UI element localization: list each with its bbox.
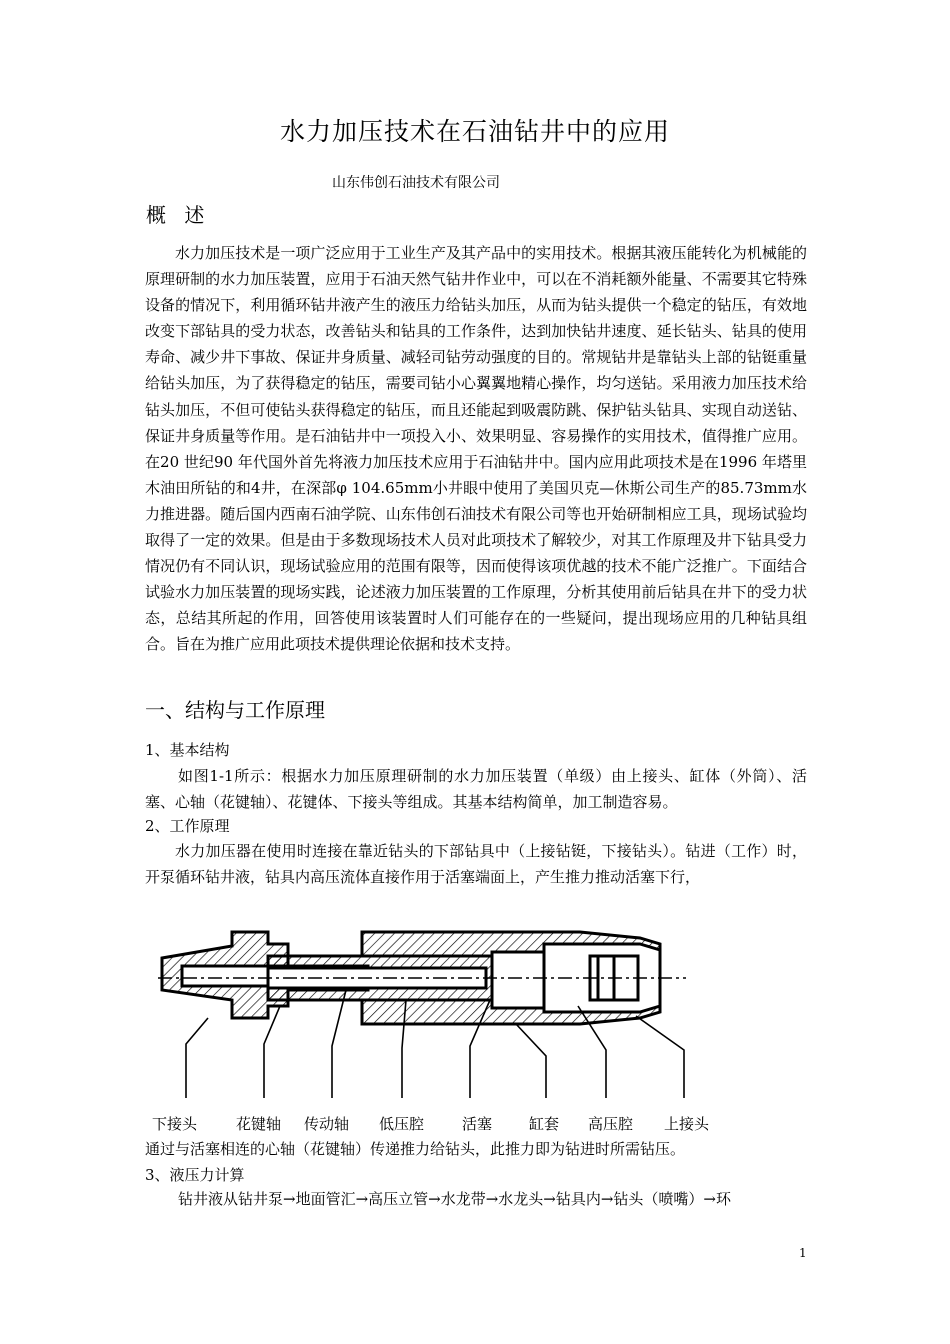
figure-label-transmission-shaft: 传动轴 (304, 1115, 350, 1133)
leader-spline-shaft (264, 1006, 280, 1098)
working-principle-paragraph: 水力加压器在使用时连接在靠近钻头的下部钻具中（上接钻铤，下接钻头）。钻进（工作）时，开泵循环钻井液，钻具内高压流体直接作用于活塞端面上，产生推力推动活塞下行， (145, 842, 807, 887)
page-number: 1 (799, 1246, 807, 1260)
overview-heading: 概 述 (146, 203, 211, 227)
overview-paragraph: 水力加压技术是一项广泛应用于工业生产及其产品中的实用技术。根据其液压能转化为机械能的原理研制的水力加压装置，应用于石油天然气钻井作业中，可以在不消耗额外能量、不需要其它特殊设备的情况下，利用循环钻井液产生的液压力给钻头加压，从而为钻头提供一个稳定的钻压，有效地改变下部钻具的受力状态，改善钻头和钻具的工作条件，达到加快钻井速度、延长钻头、钻具的使用寿命、减少井下事故、保证井身质量、减轻司钻劳动强度的目的。常规钻井是靠钻头上部的钻铤重量给钻头加压，为了获得稳定的钻压，需要司钻小心翼翼地精心操作，均匀送钻。采用液力加压技术给钻头加压，不但可使钻头获得稳定的钻压，而且还能起到吸震防跳、保护钻头钻具、实现自动送钻、保证井身质量等作用。是石油钻井中一项投入小、效果明显、容易操作的实用技术，值得推广应用。在20 世纪90 年代国外首先将液力加压技术应用于石油钻井中。国内应用此项技术是在1996 年塔里木油田所钻的和4井，在深部φ 104.65mm小井眼中使用了美国贝克—休斯公司生产的85.73mm水力推进器。随后国内西南石油学院、山东伟创石油技术有限公司等也开始研制相应工具，现场试验均取得了一定的效果。但是由于多数现场技术人员对此项技术了解较少，对其工作原理及井下钻具受力情况仍有不同认识，现场试验应用的范围有限等，因而使得该项优越的技术不能广泛推广。下面结合试验水力加压装置的现场实践，论述液力加压装置的工作原理，分析其使用前后钻具在井下的受力状态，总结其所起的作用，回答使用该装置时人们可能存在的一些疑问，提出现场应用的几种钻具组合。旨在为推广应用此项技术提供理论依据和技术支持。 (145, 244, 807, 654)
principle-continuation: 通过与活塞相连的心轴（花键轴）传递推力给钻头，此推力即为钻进时所需钻压。 (145, 1140, 686, 1158)
figure-label-piston: 活塞 (462, 1115, 493, 1133)
author-line: 山东伟创石油技术有限公司 (332, 175, 500, 191)
page-title: 水力加压技术在石油钻井中的应用 (279, 117, 670, 146)
figure-label-upper-joint: 上接头 (664, 1115, 710, 1133)
figure-label-lower-joint: 下接头 (152, 1115, 198, 1133)
basic-structure-paragraph: 如图1-1所示：根据水力加压原理研制的水力加压装置（单级）由上接头、缸体（外筒）、活塞、心轴（花键轴）、花键体、下接头等组成。其基本结构简单，加工制造容易。 (145, 767, 807, 812)
hydraulic-thruster-diagram (140, 920, 740, 1100)
sub1-heading: 1、基本结构 (145, 741, 230, 759)
sub3-heading: 3、液压力计算 (145, 1166, 245, 1184)
leader-transmission-shaft (332, 990, 346, 1098)
leader-cylinder-sleeve (516, 1024, 546, 1098)
section1-heading: 一、结构与工作原理 (145, 698, 325, 722)
hydraulic-force-paragraph: 钻井液从钻井泵→地面管汇→高压立管→水龙带→水龙头→钻具内→钻头（喷嘴）→环 (178, 1190, 731, 1208)
sub2-heading: 2、工作原理 (145, 817, 230, 835)
leader-upper-joint (636, 1016, 684, 1098)
leader-lower-joint (186, 1018, 208, 1098)
figure-label-cylinder-sleeve: 缸套 (529, 1115, 560, 1133)
figure-label-low-pressure-chamber: 低压腔 (379, 1115, 425, 1133)
figure-label-high-pressure-chamber: 高压腔 (588, 1115, 634, 1133)
figure-label-spline-shaft: 花键轴 (236, 1115, 282, 1133)
piston (492, 952, 544, 1008)
